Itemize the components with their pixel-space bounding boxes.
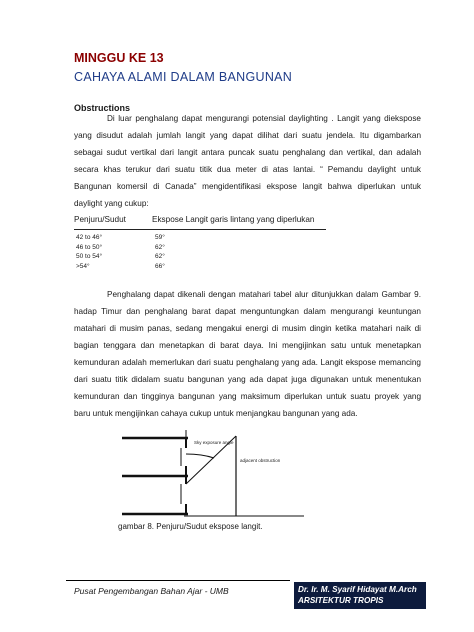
obstruction-label: adjacent obstruction (240, 458, 281, 463)
table-cell: 62° (155, 253, 165, 260)
table-header-angle: Penjuru/Sudut (74, 215, 126, 224)
section-heading: Obstructions (74, 103, 131, 113)
footer-divider (66, 580, 290, 581)
table-header-exposure: Ekspose Langit garis lintang yang diperlukan (152, 215, 315, 224)
week-label: MINGGU KE 13 (74, 51, 164, 65)
table-exposure-column (155, 233, 165, 271)
footer-course: ARSITEKTUR TROPIS (298, 596, 384, 605)
table-angle-column (76, 233, 102, 271)
sky-exposure-diagram (118, 428, 308, 520)
footer-author-box (294, 582, 426, 609)
figure-caption: gambar 8. Penjuru/Sudut ekspose langit. (118, 522, 263, 531)
paragraph-1: Di luar penghalang dapat mengurangi potensial daylighting . Langit yang diekspose yang disudut adalah jumlah langit yang dapat dilihat dari suatu jendela. Itu digambarkan sebagai sudut vertikal dari langit antara puncak suatu penghalang dan vertikal, dan adalah secara khas terukur dari suatu titik dua meter di atas lantai. “ Pemandu daylight untuk Bangunan komersil di Canada” mengidentifikasi ekspose langit bahwa diperlukan untuk daylight yang cukup: (74, 114, 421, 208)
angle-arc (186, 454, 214, 458)
footer-institution: Pusat Pengembangan Bahan Ajar - UMB (74, 586, 229, 596)
footer-author: Dr. Ir. M. Syarif Hidayat M.Arch (298, 585, 417, 594)
page-title: CAHAYA ALAMI DALAM BANGUNAN (74, 70, 293, 84)
table-cell: 59° (155, 234, 165, 241)
table-cell: 42 to 46° (76, 234, 103, 241)
table-cell: >54° (76, 262, 90, 270)
table-cell: 46 to 50° (76, 243, 103, 251)
paragraph-2: Penghalang dapat dikenali dengan matahari tabel alur ditunjukkan dalam Gambar 9. hadap Timur dan penghalang barat dapat menguntungkan dalam mengurangi keuntungan matahari di musim panas, sedang mengakui energi di musim dingin ketika matahari naik di bagian tenggara dan menetapkan di barat daya. Ini mengijinkan satu untuk menetapkan kemunduran adalah memerlukan dari suatu penghalang yang ada. Langit ekspose memancing dari suatu titik didalam suatu bangunan yang ada dapat juga digunakan untuk menentukan kemunduran dan tingginya bangunan yang maksimum diperlukan untuk suatu proyek yang baru untuk mengijinkan cahaya cukup untuk menjangkau bangunan yang ada. (74, 290, 421, 418)
sky-exposure-label: Sky exposure angle (194, 440, 234, 445)
table-divider (74, 229, 326, 230)
table-cell: 66° (155, 262, 165, 270)
table-cell: 50 to 54° (76, 253, 103, 260)
table-cell: 62° (155, 243, 165, 251)
